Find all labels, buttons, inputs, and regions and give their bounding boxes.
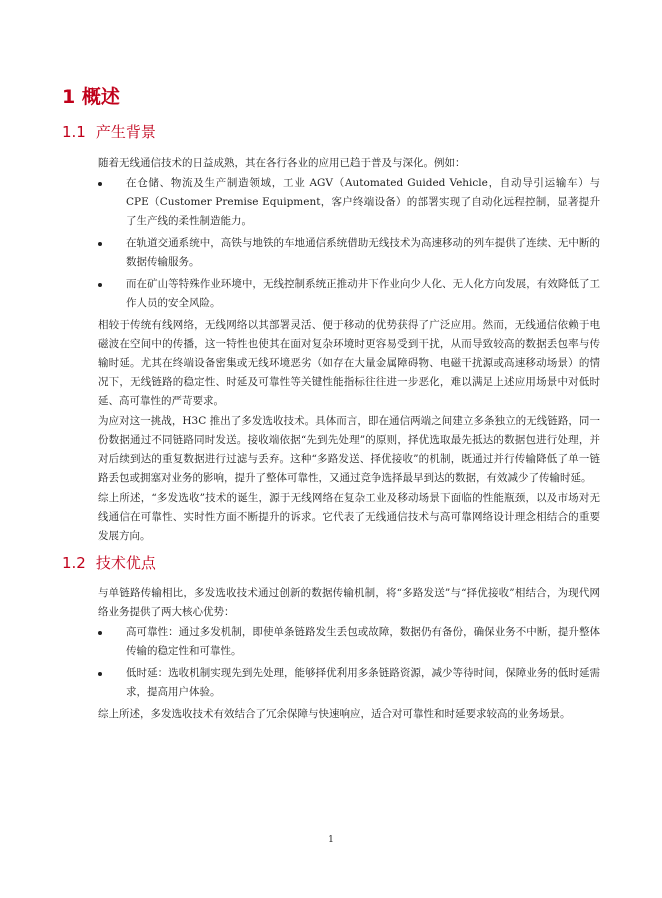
section-number: 1.1 [62, 123, 86, 141]
paragraph: 为应对这一挑战，H3C 推出了多发选收技术。具体而言，即在通信两端之间建立多条独立的无线链路，同一份数据通过不同链路同时发送。接收端依据“先到先处理”的原则，择优选取最先抵达的数据包进行处理，并对后续到达的重复数据进行过滤与丢弃。这种“多路发送、择优接收”的机制，既通过并行传输降低了单一链路丢包或拥塞对业务的影响，提升了整体可靠性，又通过竞争选择最早到达的数据，有效减少了传输时延。 [98, 415, 600, 484]
list-item-text: 在仓储、物流及生产制造领域，工业 AGV（Automated Guided Vehicle，自动导引运输车）与 CPE（Customer Premise Equipment，客户终端设备）的部署实现了自动化远程控制，显著提升了生产线的柔性制造能力。 [126, 177, 600, 227]
section-title: 产生背景 [95, 123, 156, 141]
list-item-text: 低时延：选收机制实现先到先处理，能够择优利用多条链路资源，减少等待时间，保障业务的低时延需求，提高用户体验。 [126, 667, 600, 698]
list-item [98, 664, 600, 702]
page-number: 1 [328, 835, 334, 845]
bullet-icon [98, 182, 102, 186]
section-number: 1.2 [62, 554, 86, 572]
chapter-number: 1 [62, 86, 76, 108]
list-item [98, 174, 600, 231]
section-heading-advantages [62, 552, 156, 573]
paragraph: 综上所述，多发选收技术有效结合了冗余保障与快速响应，适合对可靠性和时延要求较高的业务场景。 [98, 708, 571, 720]
list-item-text: 在轨道交通系统中，高铁与地铁的车地通信系统借助无线技术为高速移动的列车提供了连续、无中断的数据传输服务。 [126, 237, 600, 268]
section-intro: 与单链路传输相比，多发选收技术通过创新的数据传输机制，将“多路发送”与“择优接收”相结合，为现代网络业务提供了两大核心优势： [98, 587, 600, 618]
chapter-heading [62, 82, 120, 109]
list-item [98, 623, 600, 661]
bullet-icon [98, 283, 102, 287]
bullet-icon [98, 242, 102, 246]
paragraph: 相较于传统有线网络，无线网络以其部署灵活、便于移动的优势获得了广泛应用。然而，无线通信依赖于电磁波在空间中的传播，这一特性也使其在面对复杂环境时更容易受到干扰，从而导致较高的数据丢包率与传输时延。尤其在终端设备密集或无线环境恶劣（如存在大量金属障碍物、电磁干扰源或高速移动场景）的情况下，无线链路的稳定性、时延及可靠性等关键性能指标往往进一步恶化，难以满足上述应用场景中对低时延、高可靠性的严苛要求。 [98, 319, 600, 407]
section-intro: 随着无线通信技术的日益成熟，其在各行各业的应用已趋于普及与深化。例如： [98, 157, 466, 169]
section-body-background [98, 154, 600, 547]
bullet-list [98, 623, 600, 702]
bullet-icon [98, 631, 102, 635]
list-item [98, 275, 600, 313]
paragraph: 综上所述，“多发选收”技术的诞生，源于无线网络在复杂工业及移动场景下面临的性能瓶颈，以及市场对无线通信在可靠性、实时性方面不断提升的诉求。它代表了无线通信技术与高可靠网络设计理念相结合的重要发展方向。 [98, 492, 600, 542]
list-item [98, 234, 600, 272]
chapter-title: 概述 [81, 86, 120, 108]
list-item-text: 高可靠性：通过多发机制，即使单条链路发生丢包或故障，数据仍有备份，确保业务不中断，提升整体传输的稳定性和可靠性。 [126, 626, 600, 657]
bullet-list [98, 174, 600, 313]
bullet-icon [98, 672, 102, 676]
list-item-text: 而在矿山等特殊作业环境中，无线控制系统正推动井下作业向少人化、无人化方向发展，有效降低了工作人员的安全风险。 [126, 278, 600, 309]
section-heading-background [62, 121, 156, 142]
section-body-advantages [98, 584, 600, 725]
section-title: 技术优点 [95, 554, 156, 572]
